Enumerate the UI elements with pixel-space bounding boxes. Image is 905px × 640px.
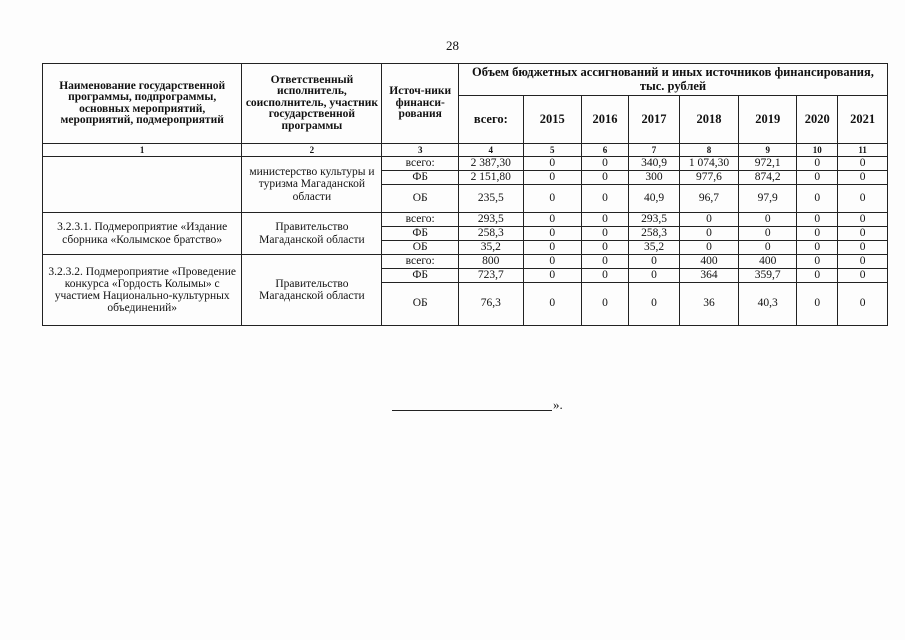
amount-cell: 0 (679, 241, 738, 255)
amount-cell: 0 (581, 255, 628, 269)
header-year: 2021 (838, 96, 888, 144)
amount-cell: 0 (523, 269, 581, 283)
funding-source: всего: (382, 157, 459, 171)
amount-cell: 96,7 (679, 185, 738, 213)
amount-cell: 0 (797, 157, 838, 171)
header-year: 2020 (797, 96, 838, 144)
column-number: 4 (458, 144, 523, 157)
closing-mark: ». (553, 397, 563, 412)
table-row (43, 213, 888, 227)
header-source: Источ-ники финанси-рования (382, 64, 459, 144)
column-number: 1 (43, 144, 242, 157)
column-number: 7 (629, 144, 680, 157)
amount-cell: 0 (797, 255, 838, 269)
budget-table (42, 63, 888, 326)
column-number: 9 (739, 144, 797, 157)
amount-cell: 0 (838, 283, 888, 326)
amount-cell: 723,7 (458, 269, 523, 283)
header-year: 2019 (739, 96, 797, 144)
header-year: 2018 (679, 96, 738, 144)
amount-cell: 0 (581, 269, 628, 283)
activity-name (43, 157, 242, 213)
amount-cell: 0 (523, 255, 581, 269)
amount-cell: 0 (523, 283, 581, 326)
amount-cell: 235,5 (458, 185, 523, 213)
header-name: Наименование государственной программы, подпрограммы, основных мероприятий, мероприятий, подмероприятий (43, 64, 242, 144)
table-row (43, 255, 888, 269)
amount-cell: 0 (739, 241, 797, 255)
column-number: 3 (382, 144, 459, 157)
amount-cell: 359,7 (739, 269, 797, 283)
amount-cell: 0 (797, 269, 838, 283)
amount-cell: 293,5 (458, 213, 523, 227)
amount-cell: 2 151,80 (458, 171, 523, 185)
amount-cell: 0 (581, 185, 628, 213)
amount-cell: 258,3 (458, 227, 523, 241)
amount-cell: 0 (523, 157, 581, 171)
amount-cell: 0 (523, 227, 581, 241)
column-number: 10 (797, 144, 838, 157)
amount-cell: 2 387,30 (458, 157, 523, 171)
amount-cell: 0 (581, 241, 628, 255)
closing-line (392, 410, 552, 411)
amount-cell: 0 (523, 213, 581, 227)
funding-source: ФБ (382, 171, 459, 185)
amount-cell: 40,3 (739, 283, 797, 326)
amount-cell: 35,2 (458, 241, 523, 255)
amount-cell: 364 (679, 269, 738, 283)
funding-source: ОБ (382, 283, 459, 326)
amount-cell: 36 (679, 283, 738, 326)
funding-source: ФБ (382, 269, 459, 283)
amount-cell: 0 (797, 227, 838, 241)
amount-cell: 0 (523, 241, 581, 255)
amount-cell: 0 (739, 213, 797, 227)
amount-cell: 0 (629, 255, 680, 269)
amount-cell: 0 (739, 227, 797, 241)
column-number: 6 (581, 144, 628, 157)
amount-cell: 0 (679, 227, 738, 241)
amount-cell: 0 (838, 157, 888, 171)
amount-cell: 76,3 (458, 283, 523, 326)
amount-cell: 0 (838, 171, 888, 185)
amount-cell: 0 (838, 255, 888, 269)
executor-name: министерство культуры и туризма Магаданской области (242, 157, 382, 213)
executor-name: Правительство Магаданской области (242, 255, 382, 326)
amount-cell: 0 (679, 213, 738, 227)
column-number: 8 (679, 144, 738, 157)
amount-cell: 874,2 (739, 171, 797, 185)
amount-cell: 0 (581, 213, 628, 227)
amount-cell: 0 (581, 227, 628, 241)
activity-name: 3.2.3.2. Подмероприятие «Проведение конкурса «Гордость Колымы» с участием Национально-культурных объединений» (43, 255, 242, 326)
amount-cell: 800 (458, 255, 523, 269)
header-volume: Объем бюджетных ассигнований и иных источников финансирования, тыс. рублей (458, 64, 887, 96)
amount-cell: 0 (838, 185, 888, 213)
funding-source: ФБ (382, 227, 459, 241)
amount-cell: 400 (739, 255, 797, 269)
funding-source: ОБ (382, 185, 459, 213)
amount-cell: 300 (629, 171, 680, 185)
executor-name: Правительство Магаданской области (242, 213, 382, 255)
header-year: 2017 (629, 96, 680, 144)
amount-cell: 1 074,30 (679, 157, 738, 171)
activity-name: 3.2.3.1. Подмероприятие «Издание сборника «Колымское братство» (43, 213, 242, 255)
funding-source: всего: (382, 213, 459, 227)
table-row (43, 157, 888, 171)
header-executor: Ответственный исполнитель, соисполнитель, участник государственной программы (242, 64, 382, 144)
page-number: 28 (446, 38, 459, 53)
column-number: 11 (838, 144, 888, 157)
amount-cell: 40,9 (629, 185, 680, 213)
header-year: 2015 (523, 96, 581, 144)
funding-source: ОБ (382, 241, 459, 255)
amount-cell: 0 (797, 283, 838, 326)
amount-cell: 0 (797, 241, 838, 255)
amount-cell: 0 (629, 269, 680, 283)
amount-cell: 97,9 (739, 185, 797, 213)
amount-cell: 0 (523, 185, 581, 213)
amount-cell: 0 (581, 283, 628, 326)
column-number-row (43, 144, 888, 157)
amount-cell: 0 (797, 213, 838, 227)
amount-cell: 0 (797, 185, 838, 213)
column-number: 5 (523, 144, 581, 157)
amount-cell: 35,2 (629, 241, 680, 255)
amount-cell: 340,9 (629, 157, 680, 171)
amount-cell: 0 (838, 213, 888, 227)
column-number: 2 (242, 144, 382, 157)
amount-cell: 0 (581, 171, 628, 185)
amount-cell: 0 (581, 157, 628, 171)
amount-cell: 0 (797, 171, 838, 185)
amount-cell: 0 (523, 171, 581, 185)
amount-cell: 400 (679, 255, 738, 269)
amount-cell: 0 (838, 241, 888, 255)
header-year: 2016 (581, 96, 628, 144)
amount-cell: 977,6 (679, 171, 738, 185)
amount-cell: 293,5 (629, 213, 680, 227)
amount-cell: 0 (629, 283, 680, 326)
amount-cell: 972,1 (739, 157, 797, 171)
amount-cell: 0 (838, 269, 888, 283)
header-total: всего: (458, 96, 523, 144)
amount-cell: 0 (838, 227, 888, 241)
amount-cell: 258,3 (629, 227, 680, 241)
funding-source: всего: (382, 255, 459, 269)
